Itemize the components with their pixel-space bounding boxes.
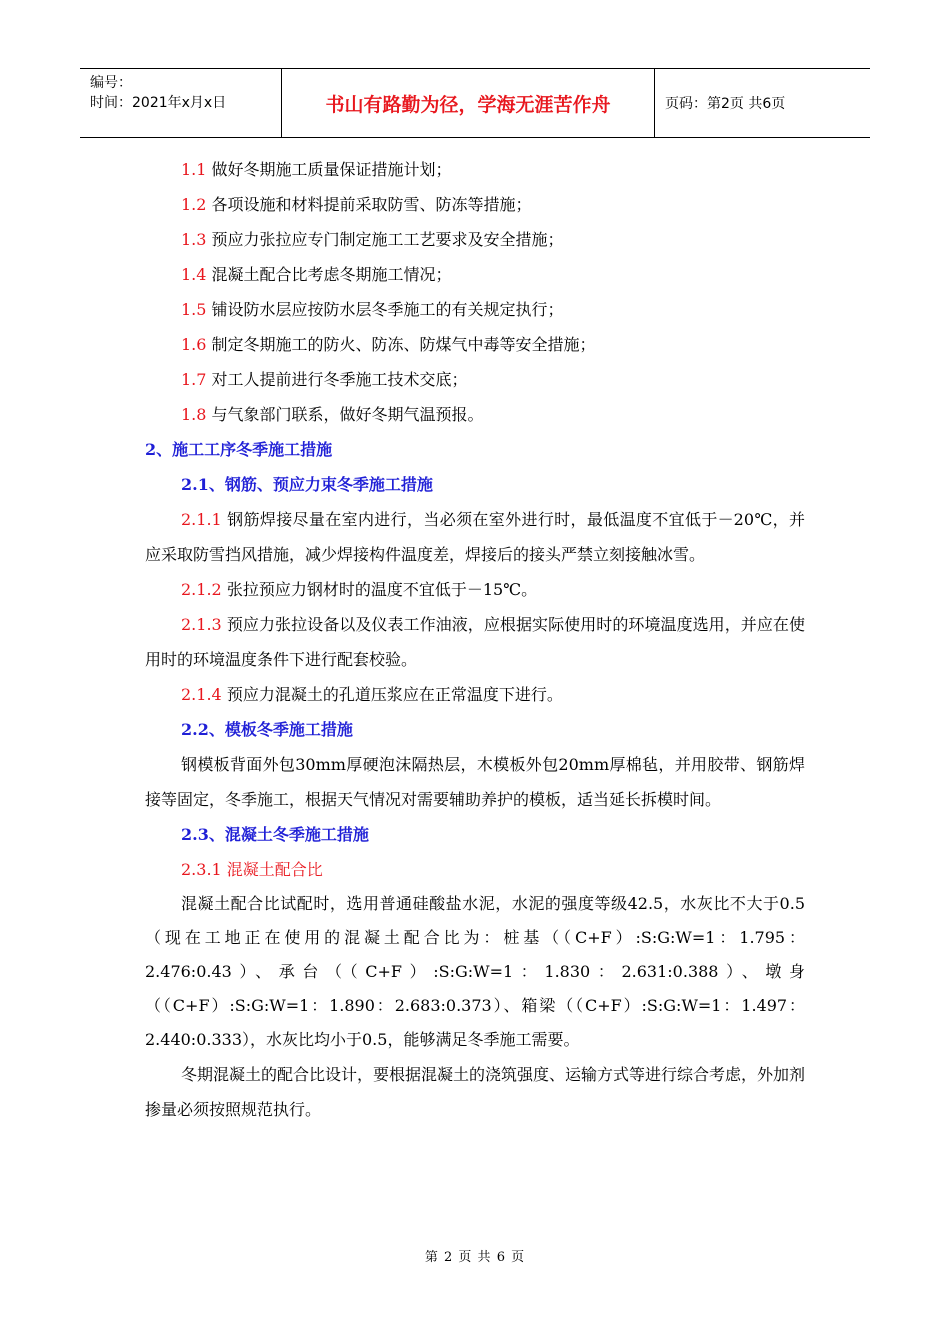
list-item: 1.8 与气象部门联系，做好冬期气温预报。 xyxy=(181,405,484,424)
page-footer: 第 2 页 共 6 页 xyxy=(424,1250,526,1265)
sub-subsection-heading: 2.3.1 混凝土配合比 xyxy=(181,860,323,879)
paragraph: 冬期混凝土的配合比设计，要根据混凝土的浇筑强度、运输方式等进行综合考虑，外加剂掺量必须按照规范执行。 xyxy=(145,1065,806,1119)
date-label: 时间：2021年x月x日 xyxy=(90,95,227,111)
list-item: 1.2 各项设施和材料提前采取防雪、防冻等措施； xyxy=(181,195,532,214)
paragraph: 2.1.4 预应力混凝土的孔道压浆应在正常温度下进行。 xyxy=(181,685,563,704)
list-item: 1.7 对工人提前进行冬季施工技术交底； xyxy=(181,370,468,389)
header-motto: 书山有路勤为径，学海无涯苦作舟 xyxy=(282,69,655,137)
page-header xyxy=(80,68,870,138)
paragraph: 2.1.3 预应力张拉设备以及仪表工作油液，应根据实际使用时的环境温度选用，并应在使用时的环境温度条件下进行配套校验。 xyxy=(145,615,805,669)
header-page-label: 页码：第2页 共6页 xyxy=(665,96,786,112)
section-heading: 2、施工工序冬季施工措施 xyxy=(145,440,333,459)
subsection-heading: 2.2、模板冬季施工措施 xyxy=(181,720,353,739)
list-item: 1.5 铺设防水层应按防水层冬季施工的有关规定执行； xyxy=(181,300,564,319)
paragraph: 2.1.1 钢筋焊接尽量在室内进行，当必须在室外进行时，最低温度不宜低于－20℃，并应采取防雪挡风措施，减少焊接构件温度差，焊接后的接头严禁立刻接触冰雪。 xyxy=(145,510,805,564)
document-body xyxy=(145,152,805,1127)
subsection-heading: 2.1、钢筋、预应力束冬季施工措施 xyxy=(181,475,433,494)
header-meta xyxy=(80,69,282,137)
code-label: 编号： xyxy=(90,75,132,91)
list-item: 1.6 制定冬期施工的防火、防冻、防煤气中毒等安全措施； xyxy=(181,335,596,354)
list-item: 1.4 混凝土配合比考虑冬期施工情况； xyxy=(181,265,452,284)
list-item: 1.3 预应力张拉应专门制定施工工艺要求及安全措施； xyxy=(181,230,564,249)
subsection-heading: 2.3、混凝土冬季施工措施 xyxy=(181,825,369,844)
list-item: 1.1 做好冬期施工质量保证措施计划； xyxy=(181,160,452,179)
paragraph: 2.1.2 张拉预应力钢材时的温度不宜低于－15℃。 xyxy=(181,580,538,599)
paragraph: 钢模板背面外包30mm厚硬泡沫隔热层，木模板外包20mm厚棉毡，并用胶带、钢筋焊接等固定，冬季施工，根据天气情况对需要辅助养护的模板，适当延长拆模时间。 xyxy=(145,755,805,809)
paragraph: 混凝土配合比试配时，选用普通硅酸盐水泥，水泥的强度等级42.5，水灰比不大于0.5（现在工地正在使用的混凝土配合比为：桩基（（C+F）:S:G:W=1：1.795：2.476:0.43）、承台（（C+F）:S:G:W=1：1.830：2.631:0.388）、墩身（（C+F）:S:G:W=1：1.890：2.683:0.373）、箱梁（（C+F）:S:G:W=1：1.497：2.440:0.333），水灰比均小于0.5，能够满足冬季施工需要。 xyxy=(145,894,805,1049)
